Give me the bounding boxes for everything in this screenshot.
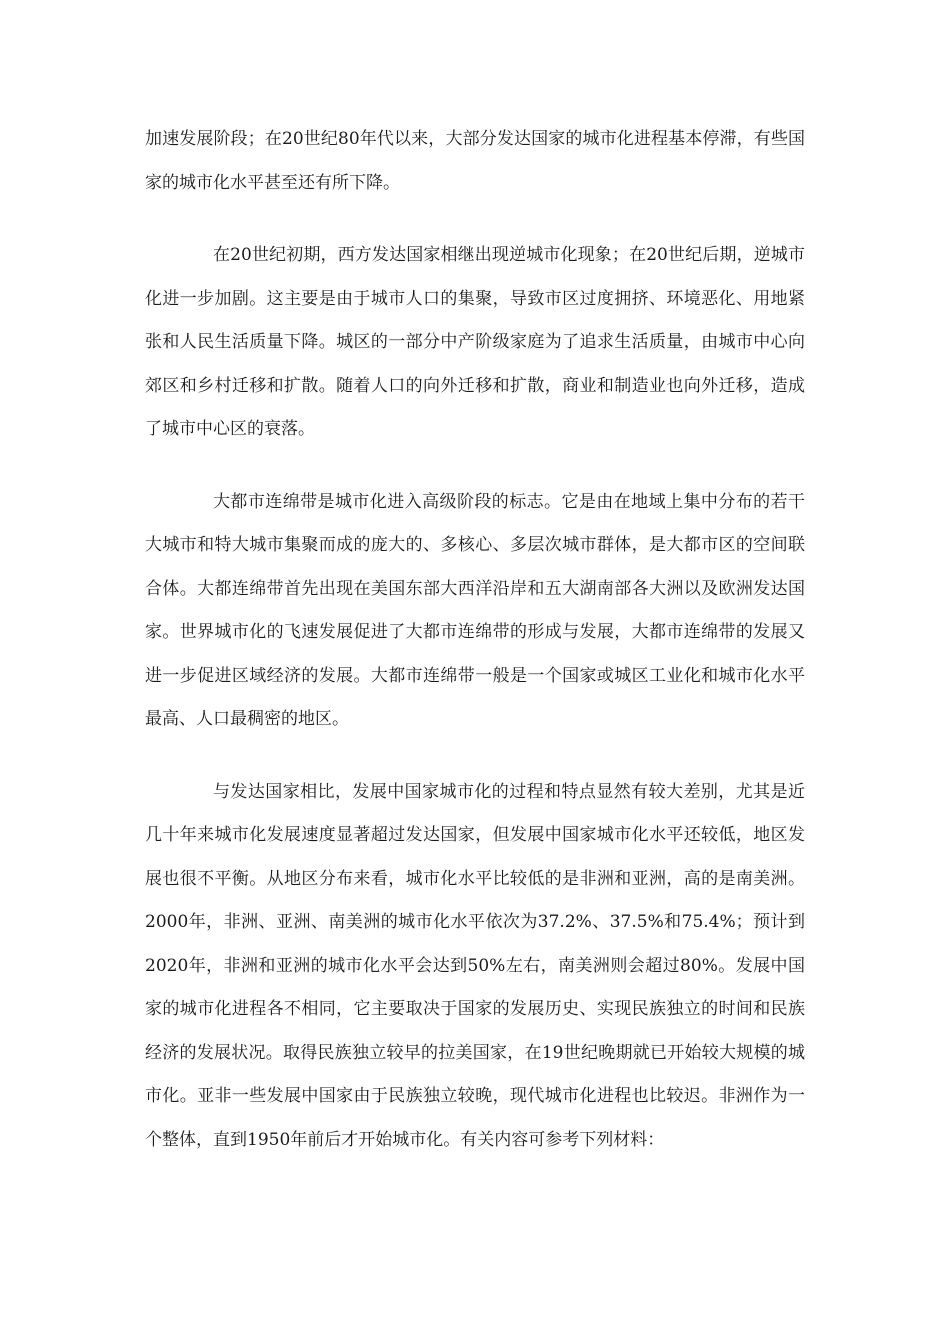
paragraph-megalopolis: 大都市连绵带是城市化进入高级阶段的标志。它是由在地域上集中分布的若干大城市和特大城市集聚而成的庞大的、多核心、多层次城市群体，是大都市区的空间联合体。大都连绵带首先出现在美国东部大西洋沿岸和五大湖南部各大洲以及欧洲发达国家。世界城市化的飞速发展促进了大都市连绵带的形成与发展，大都市连绵带的发展又进一步促进区域经济的发展。大都市连绵带一般是一个国家或城区工业化和城市化水平最高、人口最稠密的地区。 bbox=[145, 491, 805, 729]
document-body bbox=[145, 118, 805, 1162]
paragraph-continuation: 加速发展阶段；在20世纪80年代以来，大部分发达国家的城市化进程基本停滞，有些国家的城市化水平甚至还有所下降。 bbox=[145, 129, 805, 193]
paragraph-counter-urbanization: 在20世纪初期，西方发达国家相继出现逆城市化现象；在20世纪后期，逆城市化进一步加剧。这主要是由于城市人口的集聚，导致市区过度拥挤、环境恶化、用地紧张和人民生活质量下降。城区的一部分中产阶级家庭为了追求生活质量，由城市中心向郊区和乡村迁移和扩散。随着人口的向外迁移和扩散，商业和制造业也向外迁移，造成了城市中心区的衰落。 bbox=[145, 245, 805, 439]
paragraph-developing-countries: 与发达国家相比，发展中国家城市化的过程和特点显然有较大差别，尤其是近几十年来城市化发展速度显著超过发达国家，但发展中国家城市化水平还较低，地区发展也很不平衡。从地区分布来看，城市化水平比较低的是非洲和亚洲，高的是南美洲。2000年，非洲、亚洲、南美洲的城市化水平依次为37.2%、37.5%和75.4%；预计到2020年，非洲和亚洲的城市化水平会达到50%左右，南美洲则会超过80%。发展中国家的城市化进程各不相同，它主要取决于国家的发展历史、实现民族独立的时间和民族经济的发展状况。取得民族独立较早的拉美国家，在19世纪晚期就已开始较大规模的城市化。亚非一些发展中国家由于民族独立较晚，现代城市化进程也比较迟。非洲作为一个整体，直到1950年前后才开始城市化。有关内容可参考下列材料： bbox=[145, 781, 805, 1150]
